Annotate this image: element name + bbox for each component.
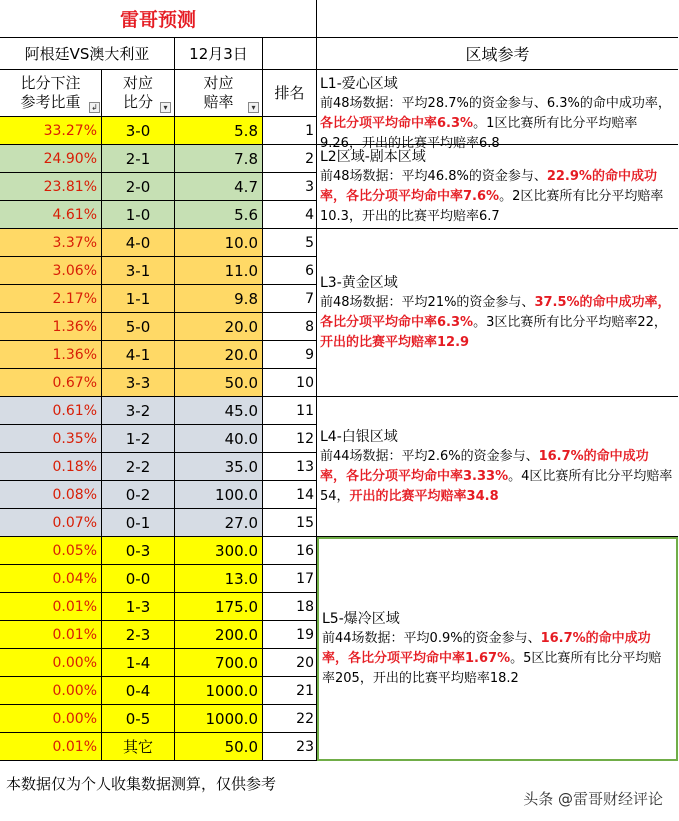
cell-score: 1-0 — [102, 201, 175, 229]
zone-highlight: 16.7%的命中成功率，各比分项平均命中率3.33% — [320, 448, 649, 484]
cell-rank: 11 — [263, 397, 317, 425]
cell-odds: 5.8 — [175, 117, 263, 145]
cell-odds: 200.0 — [175, 621, 263, 649]
cell-odds: 27.0 — [175, 509, 263, 537]
cell-rank: 15 — [263, 509, 317, 537]
cell-pct: 1.36% — [0, 313, 102, 341]
cell-odds: 1000.0 — [175, 677, 263, 705]
zone-title: L5-爆冷区域 — [322, 611, 400, 627]
cell-pct: 24.90% — [0, 145, 102, 173]
cell-score: 1-3 — [102, 593, 175, 621]
cell-rank: 20 — [263, 649, 317, 677]
header-odds-line1: 对应 — [203, 74, 234, 92]
cell-score: 3-0 — [102, 117, 175, 145]
cell-odds: 45.0 — [175, 397, 263, 425]
zone-box — [317, 145, 678, 229]
cell-pct: 0.00% — [0, 649, 102, 677]
cell-rank: 7 — [263, 285, 317, 313]
cell-rank: 13 — [263, 453, 317, 481]
zone-desc: 前44场数据：平均2.6%的资金参与、 — [320, 448, 539, 464]
cell-odds: 5.6 — [175, 201, 263, 229]
cell-odds: 50.0 — [175, 369, 263, 397]
header-pct-line1: 比分下注 — [20, 74, 81, 92]
cell-pct: 0.01% — [0, 621, 102, 649]
cell-rank: 12 — [263, 425, 317, 453]
cell-odds: 4.7 — [175, 173, 263, 201]
cell-odds: 7.8 — [175, 145, 263, 173]
cell-score: 0-2 — [102, 481, 175, 509]
cell-rank: 16 — [263, 537, 317, 565]
cell-pct: 0.61% — [0, 397, 102, 425]
cell-score: 0-3 — [102, 537, 175, 565]
cell-odds: 35.0 — [175, 453, 263, 481]
blank-cell — [263, 38, 317, 70]
cell-rank: 3 — [263, 173, 317, 201]
zone-desc: 。4区比赛所有比分平均赔率54， — [320, 468, 673, 504]
cell-rank: 18 — [263, 593, 317, 621]
cell-odds: 40.0 — [175, 425, 263, 453]
cell-score: 其它 — [102, 733, 175, 761]
sheet-title: 雷哥预测 — [0, 0, 317, 38]
zone-desc: 前48场数据：平均21%的资金参与、 — [320, 294, 535, 310]
cell-pct: 4.61% — [0, 201, 102, 229]
cell-rank: 8 — [263, 313, 317, 341]
cell-rank: 17 — [263, 565, 317, 593]
cell-rank: 5 — [263, 229, 317, 257]
filter-sort-icon[interactable]: ↲ — [89, 102, 100, 113]
cell-pct: 0.01% — [0, 593, 102, 621]
cell-score: 3-2 — [102, 397, 175, 425]
cell-pct: 0.00% — [0, 705, 102, 733]
zone-box — [317, 397, 678, 537]
zone-box — [317, 537, 678, 761]
cell-odds: 1000.0 — [175, 705, 263, 733]
zone-title: L2区域-剧本区域 — [320, 148, 426, 165]
cell-score: 0-5 — [102, 705, 175, 733]
cell-odds: 300.0 — [175, 537, 263, 565]
cell-rank: 14 — [263, 481, 317, 509]
cell-score: 2-0 — [102, 173, 175, 201]
cell-odds: 50.0 — [175, 733, 263, 761]
cell-score: 5-0 — [102, 313, 175, 341]
cell-rank: 6 — [263, 257, 317, 285]
zone-desc: 。1区比赛所有比分平均赔率9.26，开出的比赛平均赔率6.8 — [320, 116, 638, 151]
cell-rank: 1 — [263, 117, 317, 145]
zone-desc: 。3区比赛所有比分平均赔率22， — [473, 314, 667, 330]
cell-rank: 22 — [263, 705, 317, 733]
cell-score: 2-1 — [102, 145, 175, 173]
filter-dropdown-icon[interactable]: ▾ — [160, 102, 171, 113]
cell-rank: 2 — [263, 145, 317, 173]
header-odds-line2: 赔率 — [203, 93, 234, 111]
zone-desc: 。5区比赛所有比分平均赔率205，开出的比赛平均赔率18.2 — [322, 651, 662, 686]
cell-odds: 175.0 — [175, 593, 263, 621]
cell-pct: 0.35% — [0, 425, 102, 453]
cell-pct: 0.04% — [0, 565, 102, 593]
cell-pct: 0.07% — [0, 509, 102, 537]
cell-rank: 23 — [263, 733, 317, 761]
header-score-line2: 比分 — [122, 93, 153, 111]
cell-score: 3-1 — [102, 257, 175, 285]
header-rank: 排名 — [263, 70, 317, 117]
zone-highlight: 各比分项平均命中率6.3% — [320, 116, 474, 131]
cell-odds: 700.0 — [175, 649, 263, 677]
zone-highlight: 开出的比赛平均赔率12.9 — [320, 334, 470, 350]
cell-score: 0-1 — [102, 509, 175, 537]
header-score-line1: 对应 — [122, 74, 153, 92]
cell-pct: 3.37% — [0, 229, 102, 257]
zone-desc: 前48场数据：平均28.7%的资金参与、6.3%的命中成功率， — [320, 96, 671, 111]
cell-rank: 19 — [263, 621, 317, 649]
cell-pct: 0.05% — [0, 537, 102, 565]
cell-score: 4-0 — [102, 229, 175, 257]
zone-title: L3-黄金区域 — [320, 274, 398, 291]
cell-pct: 0.67% — [0, 369, 102, 397]
cell-score: 0-4 — [102, 677, 175, 705]
cell-score: 3-3 — [102, 369, 175, 397]
cell-score: 2-3 — [102, 621, 175, 649]
match-date: 12月3日 — [175, 38, 263, 70]
cell-pct: 0.18% — [0, 453, 102, 481]
zone-desc: 前48场数据：平均46.8%的资金参与、 — [320, 168, 547, 184]
cell-pct: 3.06% — [0, 257, 102, 285]
zone-desc: 。2区比赛所有比分平均赔率10.3，开出的比赛平均赔率6.7 — [320, 188, 664, 224]
zone-text — [322, 609, 672, 689]
zone-highlight: 22.9%的命中成功率，各比分项平均命中率7.6% — [320, 168, 657, 204]
cell-pct: 33.27% — [0, 117, 102, 145]
cell-rank: 4 — [263, 201, 317, 229]
header-pct-line2: 参考比重 — [20, 93, 81, 111]
cell-rank: 9 — [263, 341, 317, 369]
zone-title: L4-白银区域 — [320, 428, 398, 445]
cell-pct: 0.01% — [0, 733, 102, 761]
footer-note: 本数据仅为个人收集数据测算，仅供参考 — [6, 775, 277, 793]
cell-odds: 20.0 — [175, 313, 263, 341]
cell-odds: 100.0 — [175, 481, 263, 509]
zone-box — [317, 70, 678, 151]
zone-text — [320, 74, 674, 154]
cell-pct: 0.08% — [0, 481, 102, 509]
zone-highlight: 16.7%的命中成功率，各比分项平均命中率1.67% — [322, 631, 651, 666]
filter-dropdown-icon[interactable]: ▾ — [248, 102, 259, 113]
zone-highlight: 开出的比赛平均赔率34.8 — [349, 488, 499, 504]
zone-text — [320, 147, 674, 227]
zone-desc: 前44场数据：平均0.9%的资金参与、 — [322, 631, 541, 646]
cell-odds: 20.0 — [175, 341, 263, 369]
zone-text — [320, 427, 674, 507]
cell-odds: 13.0 — [175, 565, 263, 593]
cell-rank: 10 — [263, 369, 317, 397]
zone-text — [320, 273, 674, 353]
match-name: 阿根廷VS澳大利亚 — [0, 38, 175, 70]
cell-score: 1-4 — [102, 649, 175, 677]
cell-score: 4-1 — [102, 341, 175, 369]
cell-odds: 11.0 — [175, 257, 263, 285]
cell-odds: 10.0 — [175, 229, 263, 257]
header-pct — [0, 70, 102, 117]
cell-score: 1-2 — [102, 425, 175, 453]
cell-score: 2-2 — [102, 453, 175, 481]
cell-score: 0-0 — [102, 565, 175, 593]
watermark: 头条 @雷哥财经评论 — [523, 790, 663, 808]
blank-cell — [317, 0, 678, 38]
zone-box — [317, 229, 678, 397]
cell-rank: 21 — [263, 677, 317, 705]
cell-pct: 0.00% — [0, 677, 102, 705]
cell-score: 1-1 — [102, 285, 175, 313]
cell-pct: 1.36% — [0, 341, 102, 369]
cell-pct: 23.81% — [0, 173, 102, 201]
zone-title: L1-爱心区域 — [320, 76, 398, 92]
zone-highlight: 37.5%的命中成功率，各比分项平均命中率6.3% — [320, 294, 671, 330]
cell-odds: 9.8 — [175, 285, 263, 313]
zone-header: 区域参考 — [317, 38, 678, 70]
cell-pct: 2.17% — [0, 285, 102, 313]
